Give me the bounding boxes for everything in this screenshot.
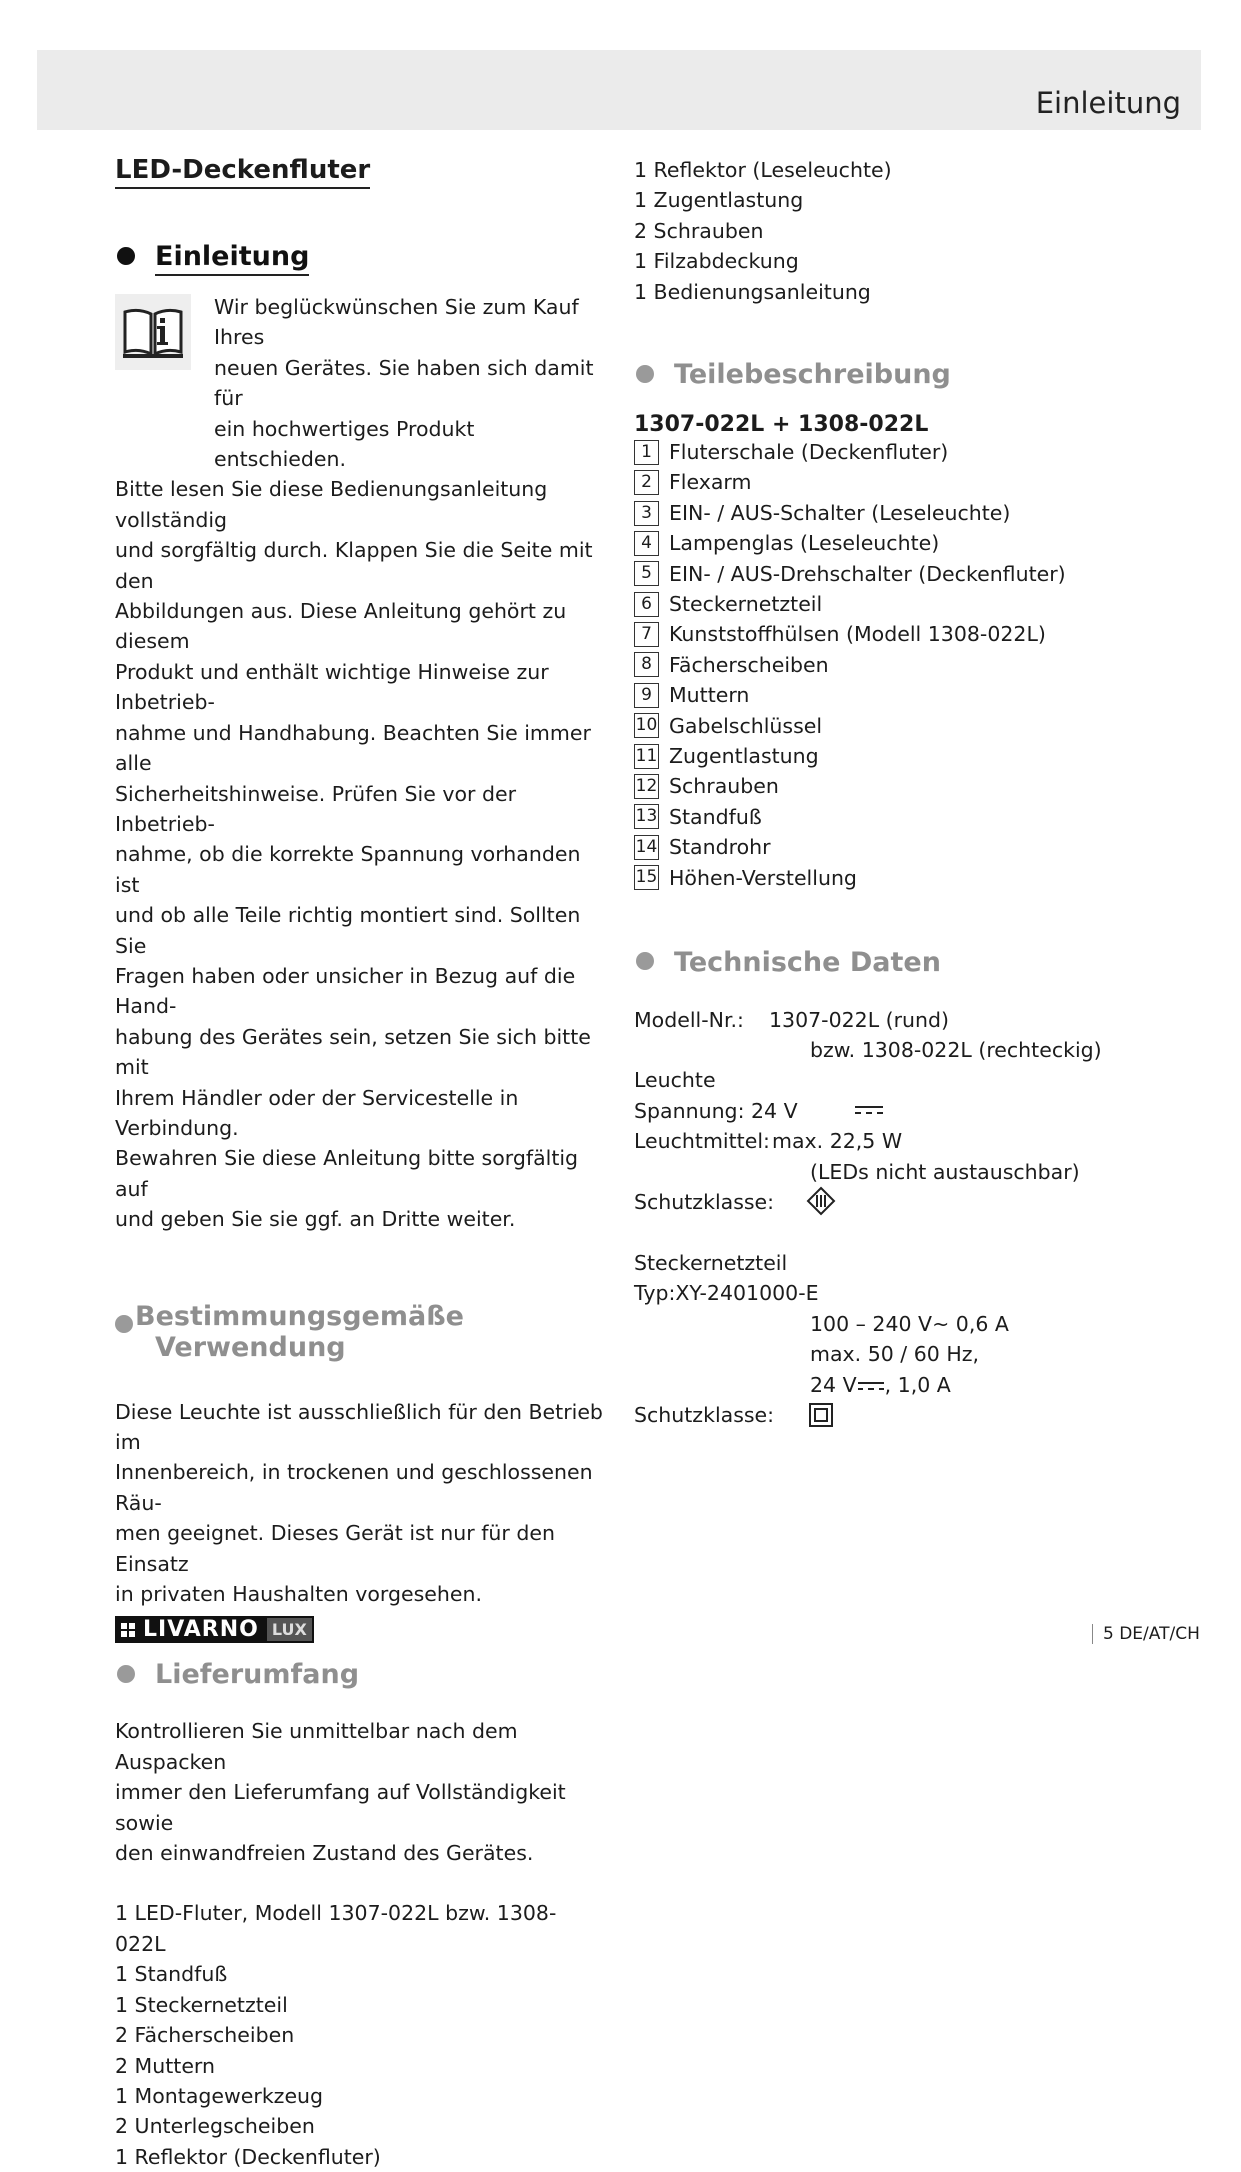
part-item xyxy=(634,650,1174,680)
part-number: 7 xyxy=(634,622,659,647)
list-item: 1 Montagewerkzeug xyxy=(115,2083,324,2108)
bullet-icon xyxy=(636,365,654,383)
part-number: 14 xyxy=(634,835,659,860)
modell-value: 1307-022L (rund) xyxy=(769,1007,950,1032)
einleitung-line: Abbildungen aus. Diese Anleitung gehört zu diesem xyxy=(115,599,567,654)
part-label: Lampenglas (Leseleuchte) xyxy=(669,531,940,556)
list-item: 1 Steckernetzteil xyxy=(115,1992,288,2017)
schutzklasse2-label: Schutzklasse: xyxy=(634,1402,775,1427)
einleitung-line: und geben Sie sie ggf. an Dritte weiter. xyxy=(115,1207,516,1232)
technical-data xyxy=(634,1008,1174,1428)
leuchtmittel-note: (LEDs nicht austauschbar) xyxy=(810,1159,1080,1184)
einleitung-line: habung des Gerätes sein, setzen Sie sich bitte mit xyxy=(115,1024,591,1080)
part-number: 10 xyxy=(634,713,659,738)
part-label: Fächerscheiben xyxy=(669,652,829,677)
list-item: 1 Reflektor (Leseleuchte) xyxy=(634,158,892,182)
right-column xyxy=(634,155,1174,1428)
modell-value-alt: bzw. 1308-022L (rechteckig) xyxy=(810,1037,1102,1062)
einleitung-line: Sicherheitshinweise. Prüfen Sie vor der Inbetrieb- xyxy=(115,781,517,836)
info-book-icon xyxy=(115,294,191,370)
part-label: EIN- / AUS-Schalter (Leseleuchte) xyxy=(669,500,1011,525)
part-label: EIN- / AUS-Drehschalter (Deckenfluter) xyxy=(669,561,1066,586)
parts-list xyxy=(634,437,1174,893)
spannung-label: Spannung: 24 V xyxy=(634,1098,798,1123)
einleitung-line: neuen Gerätes. Sie haben sich damit für xyxy=(214,355,594,411)
list-item: 1 Reflektor (Deckenfluter) xyxy=(115,2144,381,2169)
part-item xyxy=(634,498,1174,528)
brand-logo xyxy=(115,1616,314,1643)
header-band xyxy=(37,50,1201,130)
netzteil-frequency: max. 50 / 60 Hz, xyxy=(810,1341,980,1366)
list-item: 1 Filzabdeckung xyxy=(634,249,799,274)
list-item: 1 Standfuß xyxy=(115,1962,228,1987)
part-item xyxy=(634,832,1174,862)
part-label: Standfuß xyxy=(669,804,762,829)
part-item xyxy=(634,711,1174,741)
einleitung-line: Wir beglückwünschen Sie zum Kauf Ihres xyxy=(214,295,579,350)
part-item xyxy=(634,863,1174,893)
output-voltage: 24 V xyxy=(810,1372,857,1397)
part-number: 3 xyxy=(634,501,659,526)
einleitung-line: und ob alle Teile richtig montiert sind. Sollten Sie xyxy=(115,903,581,958)
leuchtmittel-value: max. 22,5 W xyxy=(772,1128,903,1153)
dc-symbol-icon xyxy=(854,1099,884,1124)
left-column xyxy=(115,155,605,2172)
bestimmung-line: in privaten Haushalten vorgesehen. xyxy=(115,1582,483,1607)
list-item: 2 Unterlegscheiben xyxy=(115,2114,315,2139)
part-item xyxy=(634,589,1174,619)
part-item xyxy=(634,437,1174,467)
bestimmung-line: men geeignet. Dieses Gerät ist nur für den Einsatz xyxy=(115,1521,555,1576)
part-item xyxy=(634,528,1174,558)
lieferumfang-line: Kontrollieren Sie unmittelbar nach dem Auspacken xyxy=(115,1719,518,1774)
part-label: Zugentlastung xyxy=(669,743,819,768)
output-current: , 1,0 A xyxy=(884,1372,951,1397)
part-item xyxy=(634,741,1174,771)
part-label: Kunststoffhülsen (Modell 1308-022L) xyxy=(669,622,1046,647)
document-title: LED-Deckenfluter xyxy=(115,155,370,189)
netzteil-output xyxy=(810,1373,951,1397)
bullet-icon xyxy=(636,952,654,970)
part-label: Gabelschlüssel xyxy=(669,713,823,738)
part-number: 2 xyxy=(634,470,659,495)
logo-mark-icon xyxy=(121,1623,135,1637)
bestimmung-line: Diese Leuchte ist ausschließlich für den Betrieb im xyxy=(115,1399,603,1454)
part-label: Standrohr xyxy=(669,835,771,860)
list-item: 2 Fächerscheiben xyxy=(115,2023,295,2048)
part-number: 1 xyxy=(634,440,659,465)
einleitung-line: Bitte lesen Sie diese Bedienungsanleitung vollständig xyxy=(115,477,548,532)
einleitung-line: ein hochwertiges Produkt entschieden. xyxy=(214,416,475,472)
model-numbers: 1307-022L + 1308-022L xyxy=(634,412,929,438)
part-number: 5 xyxy=(634,561,659,586)
teilebeschreibung-heading: Teilebeschreibung xyxy=(634,359,1174,390)
part-label: Fluterschale (Deckenfluter) xyxy=(669,440,949,465)
schutzklasse-label: Schutzklasse: xyxy=(634,1189,775,1214)
part-number: 15 xyxy=(634,865,659,890)
protection-class-2-icon xyxy=(808,1402,834,1433)
leuchtmittel-label: Leuchtmittel: xyxy=(634,1128,770,1153)
part-item xyxy=(634,467,1174,497)
part-label: Höhen-Verstellung xyxy=(669,865,857,890)
brand-logo-suffix: LUX xyxy=(265,1616,314,1643)
part-label: Schrauben xyxy=(669,774,779,799)
part-item xyxy=(634,680,1174,710)
einleitung-heading: Einleitung xyxy=(115,241,605,272)
protection-class-3-icon xyxy=(806,1186,836,1221)
netzteil-input: 100 – 240 V~ 0,6 A xyxy=(810,1311,1009,1336)
einleitung-line: nahme, ob die korrekte Spannung vorhanden ist xyxy=(115,842,581,897)
part-number: 4 xyxy=(634,531,659,556)
list-item: 1 LED-Fluter, Modell 1307-022L bzw. 1308-022L xyxy=(115,1901,557,1956)
part-number: 8 xyxy=(634,652,659,677)
bestimmung-heading: Bestimmungsgemäße Verwendung xyxy=(115,1301,605,1363)
lieferumfang-list-continued xyxy=(634,155,1174,307)
netzteil-typ: Typ:XY-2401000-E xyxy=(634,1280,819,1305)
page-header-title: Einleitung xyxy=(1035,86,1181,120)
einleitung-line: Ihrem Händler oder der Servicestelle in Verbindung. xyxy=(115,1085,519,1140)
list-item: 2 Schrauben xyxy=(634,218,764,243)
leuchte-label: Leuchte xyxy=(634,1067,716,1092)
page-number: 5 DE/AT/CH xyxy=(1092,1624,1200,1644)
bestimmung-text xyxy=(115,1397,605,1610)
lieferumfang-heading: Lieferumfang xyxy=(115,1659,605,1690)
bestimmung-line: Innenbereich, in trockenen und geschlossenen Räu- xyxy=(115,1460,593,1515)
lieferumfang-line: immer den Lieferumfang auf Vollständigkeit sowie xyxy=(115,1780,566,1835)
part-label: Flexarm xyxy=(669,470,752,495)
part-number: 9 xyxy=(634,683,659,708)
part-number: 11 xyxy=(634,744,659,769)
einleitung-line: nahme und Handhabung. Beachten Sie immer alle xyxy=(115,720,591,776)
einleitung-line: Bewahren Sie diese Anleitung bitte sorgfältig auf xyxy=(115,1146,579,1201)
part-number: 6 xyxy=(634,592,659,617)
part-number: 12 xyxy=(634,774,659,799)
list-item: 2 Muttern xyxy=(115,2053,215,2078)
einleitung-line: Fragen haben oder unsicher in Bezug auf die Hand- xyxy=(115,963,576,1019)
bullet-icon xyxy=(117,247,135,265)
bullet-icon xyxy=(117,1665,135,1683)
modell-label: Modell-Nr.: xyxy=(634,1007,744,1032)
part-label: Muttern xyxy=(669,683,750,708)
einleitung-text xyxy=(115,292,605,1235)
list-item: 1 Bedienungsanleitung xyxy=(634,279,871,304)
einleitung-line: Produkt und enthält wichtige Hinweise zur Inbetrieb- xyxy=(115,659,549,715)
lieferumfang-text xyxy=(115,1716,605,1868)
part-label: Steckernetzteil xyxy=(669,591,823,616)
part-item xyxy=(634,559,1174,589)
netzteil-label: Steckernetzteil xyxy=(634,1250,788,1275)
lieferumfang-list xyxy=(115,1898,605,2172)
part-item xyxy=(634,771,1174,801)
part-number: 13 xyxy=(634,804,659,829)
bullet-icon xyxy=(115,1315,133,1333)
lieferumfang-line: den einwandfreien Zustand des Gerätes. xyxy=(115,1841,534,1866)
part-item xyxy=(634,802,1174,832)
part-item xyxy=(634,619,1174,649)
list-item: 1 Zugentlastung xyxy=(634,188,804,213)
dc-symbol-icon xyxy=(857,1377,885,1395)
brand-logo-main: LIVARNO xyxy=(115,1616,265,1643)
einleitung-line: und sorgfältig durch. Klappen Sie die Seite mit den xyxy=(115,538,593,593)
technische-daten-heading: Technische Daten xyxy=(634,947,1174,978)
